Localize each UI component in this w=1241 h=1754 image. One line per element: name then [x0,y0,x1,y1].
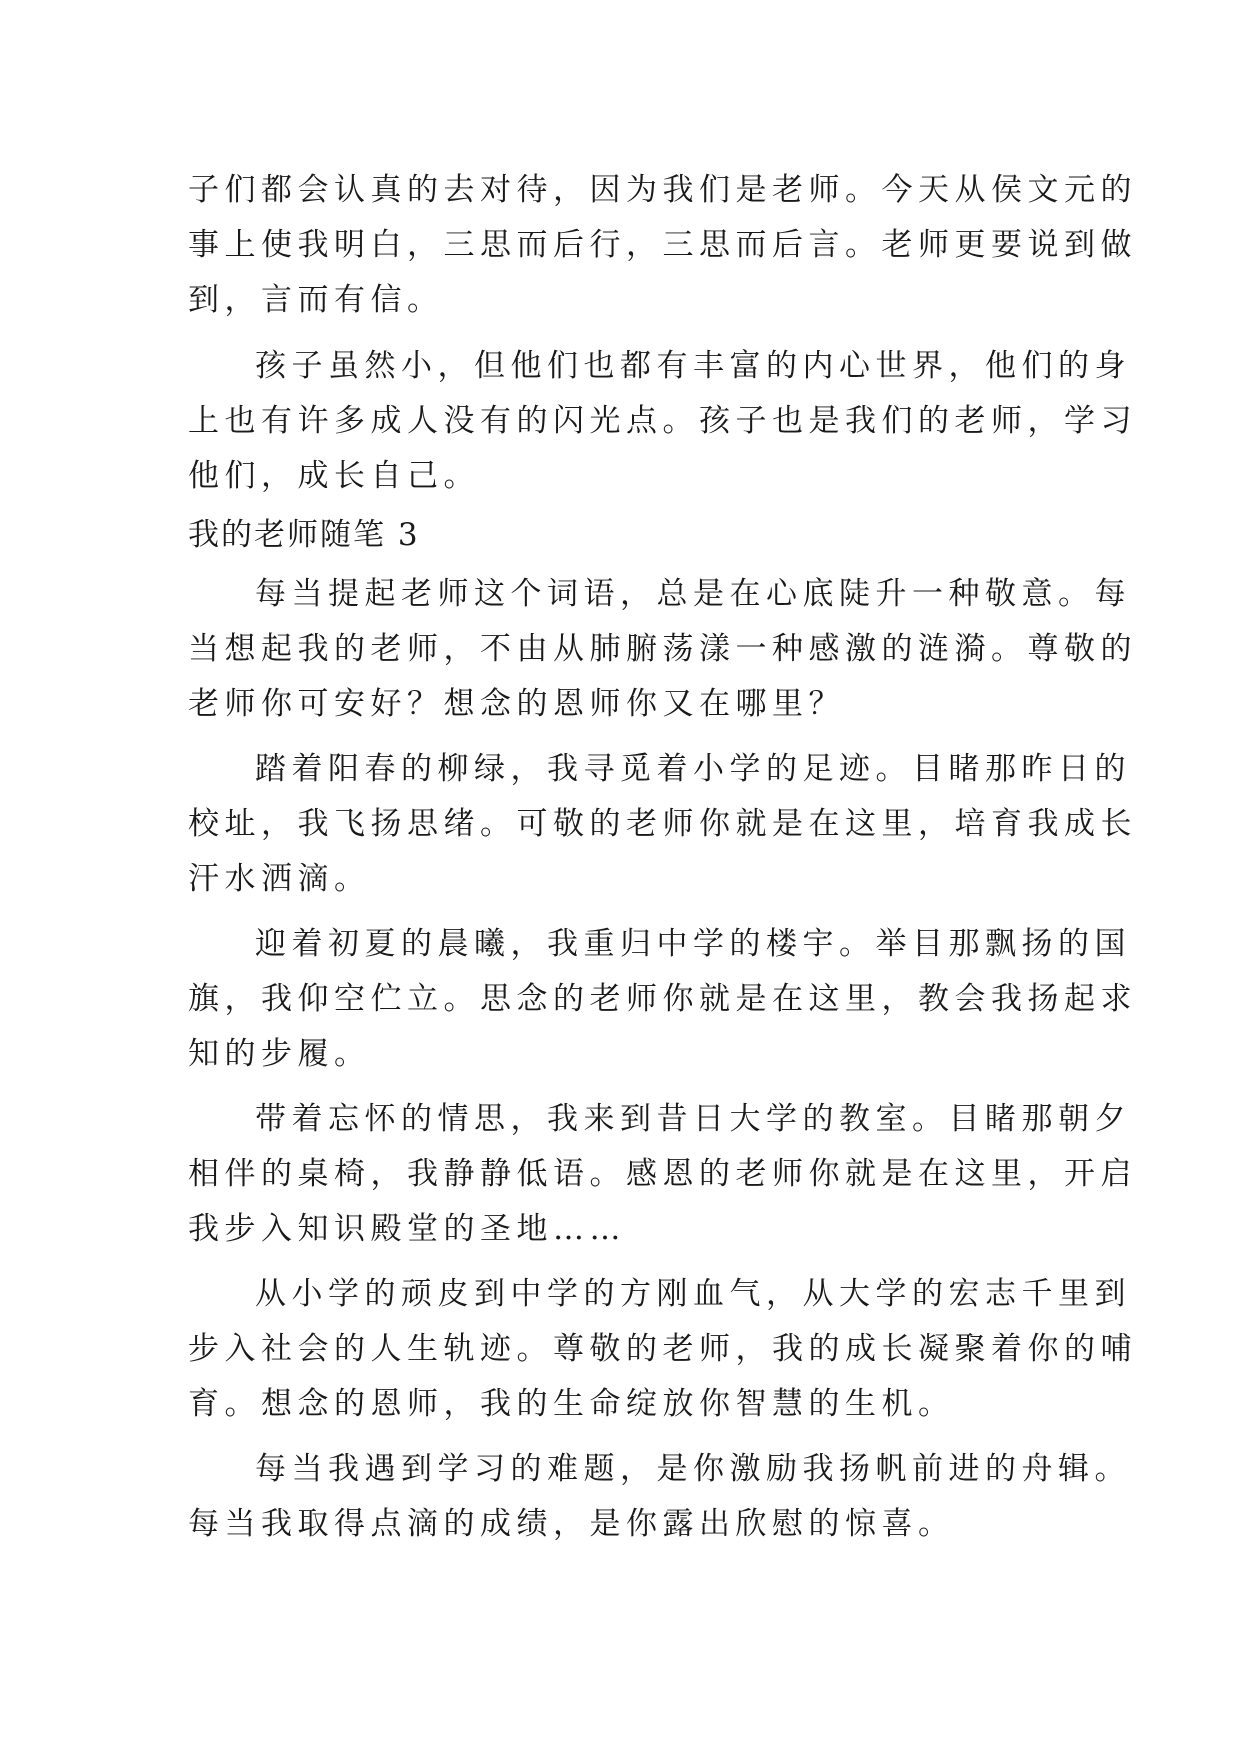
paragraph-line: 我步入知识殿堂的圣地…… [188,1211,626,1247]
paragraph-line: 从小学的顽皮到中学的方刚血气，从大学的宏志千里到 [255,1276,1131,1312]
paragraph-line: 他们，成长自己。 [188,458,480,494]
paragraph-line: 每当我遇到学习的难题，是你激励我扬帆前进的舟辑。 [255,1451,1131,1487]
paragraph-line: 汗水洒滴。 [188,861,371,897]
paragraph-line: 知的步履。 [188,1036,371,1072]
paragraph-line: 带着忘怀的情思，我来到昔日大学的教室。目睹那朝夕 [255,1101,1131,1137]
paragraph-line: 子们都会认真的去对待，因为我们是老师。今天从侯文元的 [188,172,1137,208]
paragraph-line: 到，言而有信。 [188,282,444,318]
paragraph-line: 每当提起老师这个词语，总是在心底陡升一种敬意。每 [255,576,1131,612]
paragraph-line: 每当我取得点滴的成绩，是你露出欣慰的惊喜。 [188,1506,955,1542]
paragraph-line: 老师你可安好？想念的恩师你又在哪里？ [188,686,845,722]
paragraph-line: 育。想念的恩师，我的生命绽放你智慧的生机。 [188,1386,955,1422]
paragraph-line: 事上使我明白，三思而后行，三思而后言。老师更要说到做 [188,227,1137,263]
paragraph-line: 旗，我仰空伫立。思念的老师你就是在这里，教会我扬起求 [188,981,1137,1017]
paragraph-line: 当想起我的老师，不由从肺腑荡漾一种感激的涟漪。尊敬的 [188,631,1137,667]
paragraph-line: 迎着初夏的晨曦，我重归中学的楼宇。举目那飘扬的国 [255,926,1131,962]
paragraph-line: 步入社会的人生轨迹。尊敬的老师，我的成长凝聚着你的哺 [188,1331,1137,1367]
paragraph-line: 相伴的桌椅，我静静低语。感恩的老师你就是在这里，开启 [188,1156,1137,1192]
paragraph-line: 踏着阳春的柳绿，我寻觅着小学的足迹。目睹那昨日的 [255,751,1131,787]
paragraph-line: 上也有许多成人没有的闪光点。孩子也是我们的老师，学习 [188,403,1137,439]
section-heading: 我的老师随笔 3 [188,517,420,553]
paragraph-line: 校址，我飞扬思绪。可敬的老师你就是在这里，培育我成长 [188,806,1137,842]
paragraph-line: 孩子虽然小，但他们也都有丰富的内心世界，他们的身 [255,348,1131,384]
